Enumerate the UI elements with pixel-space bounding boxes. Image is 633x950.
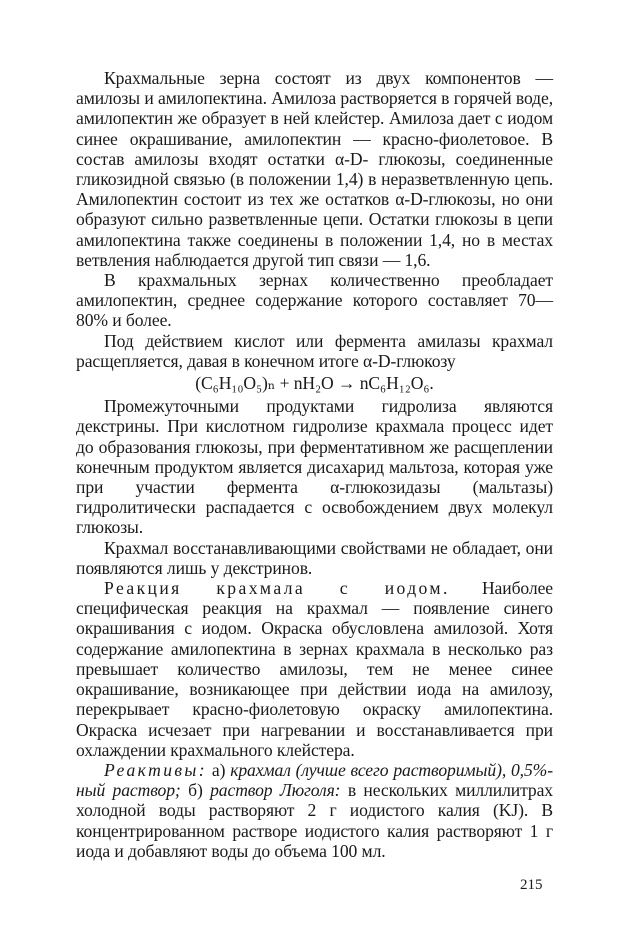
reagent-starch-solution: крахмал (лучше всего растворимый), 0,5%-ный раствор; [76,759,553,801]
paragraph-starch-components: Крахмальные зерна состоят из двух компонентов — амилозы и амилопектина. Амилоза растворяется в горячей воде, амилопектин же образует в ней клейстер. Амилоза дает с иодом синее окрашивание, амилопектин — красно-фиолетовое. В состав амилозы входят остатки α-D- глюкозы, соединенные гликозидной связью (в положении 1,4) в неразветвленную цепь. Амилопектин состоит из тех же остатков α-D-глюкозы, но они образуют сильно разветвленные цепи. Остатки глюкозы в цепи амилопектина также соединены в положении 1,4, но в местах ветвления наблюдается другой тип связи — 1,6. [76,68,553,270]
reagent-marker-b: б) [180,780,211,801]
reagent-lugol-preparation: в нескольких миллилитрах холодной воды растворяют 2 г иодистого калия (KJ). В концентрированном растворе иодистого калия растворяют 1 г иода и добавляют воды до объема 100 мл. [76,780,553,861]
hydrolysis-equation: (C₆H₁₀O₅)ₙ + nH₂O → nC₆H₁₂O₆. [195,373,434,394]
page-number: 215 [520,877,543,893]
paragraph-iodine-reaction [76,578,553,760]
section-heading-iodine-reaction: Реакция крахмала с иодом. [104,578,450,599]
section-heading-reagents: Реактивы: [104,759,207,780]
paragraph-hydrolysis: Под действием кислот или фермента амилазы крахмал расщепляется, давая в конечном итоге α-D-глюкозу [76,330,553,371]
reagent-marker-a: а) [207,759,231,780]
paragraph-amylopectin-share: В крахмальных зернах количественно преобладает амилопектин, среднее содержание которого составляет 70—80% и более. [76,270,553,331]
paragraph-reducing-properties: Крахмал восстанавливающими свойствами не обладает, они появляются лишь у декстринов. [76,537,553,578]
paragraph-dextrins: Промежуточными продуктами гидролиза являются декстрины. При кислотном гидролизе крахмала процесс идет до образования глюкозы, при ферментативном же расщеплении конечным продуктом является дисахарид мальтоза, которая уже при участии фермента α-глюкозидазы (мальтазы) гидролитически распадается с освобождением двух молекул глюкозы. [76,396,553,538]
iodine-reaction-text: Наиболее специфическая реакция на крахмал — появление синего окрашивания с иодом. Окраска обусловлена амилозой. Хотя содержание амилопектина в зернах крахмала в несколько раз превышает количество амилозы, тем не менее синее окрашивание, возникающее при действии иода на амилозу, перекрывает красно-фиолетовую окраску амилопектина. Окраска исчезает при нагревании и восстанавливается при охлаждении крахмального клейстера. [76,578,553,760]
paragraph-reagents [76,760,553,861]
reagent-lugol-solution: раствор Люголя: [210,780,341,801]
